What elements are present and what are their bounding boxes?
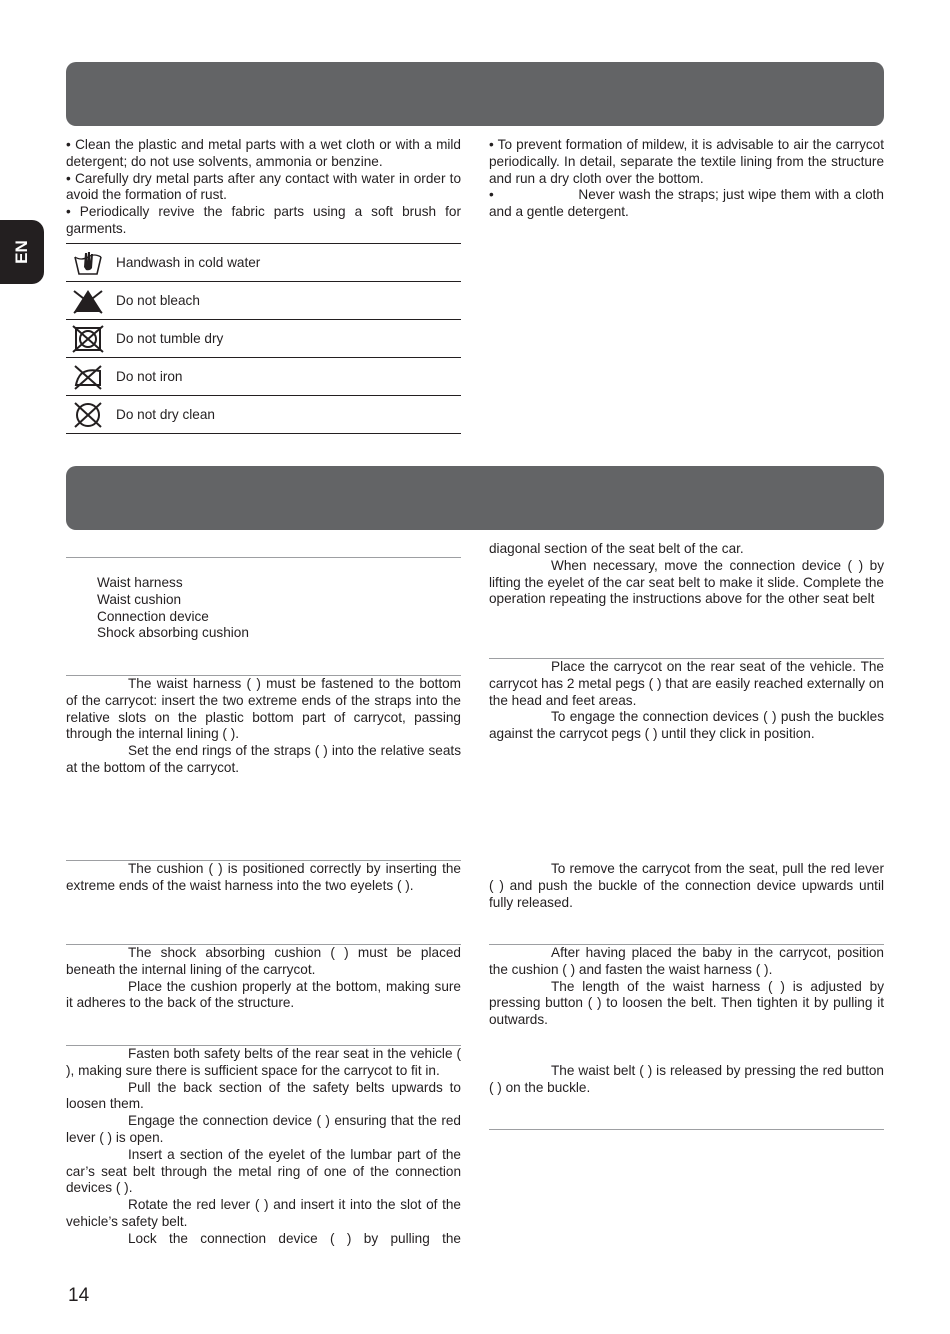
remove-carrycot-section xyxy=(489,861,884,911)
instruction-paragraph: Rotate the red lever ( ) and insert it into the slot of the vehicle’s safety belt. xyxy=(66,1197,461,1229)
care-label: Do not dry clean xyxy=(116,407,215,422)
care-label: Handwash in cold water xyxy=(116,255,261,270)
care-label: Do not iron xyxy=(116,369,183,384)
handwash-icon xyxy=(72,249,104,277)
instruction-paragraph: Insert a section of the eyelet of the lumbar part of the car’s seat belt through the metal ring of one of the connection devices ( ). xyxy=(66,1146,461,1196)
cleaning-paragraph: • To prevent formation of mildew, it is advisable to air the carrycot periodically. In detail, separate the textile lining from the structure and run a dry cloth over the bottom. xyxy=(489,137,884,186)
language-tab-label: EN xyxy=(11,240,31,264)
car-kit-section-banner xyxy=(66,466,884,530)
instruction-paragraph: Lock the connection device ( ) by pulling the xyxy=(128,1230,461,1246)
cleaning-paragraph: • Periodically revive the fabric parts using a soft brush for garments. xyxy=(66,204,461,236)
care-label: Do not tumble dry xyxy=(116,331,224,346)
care-row xyxy=(66,319,461,357)
divider xyxy=(66,557,461,558)
list-item: Waist harness xyxy=(97,575,183,590)
instruction-paragraph: The cushion ( ) is positioned correctly by inserting the extreme ends of the waist harness into the two eyelets ( ). xyxy=(66,861,461,893)
care-row xyxy=(66,243,461,281)
seat-belts-section xyxy=(66,1046,461,1248)
shock-cushion-section xyxy=(66,945,461,1012)
component-list xyxy=(66,575,461,642)
no-tumble-dry-icon xyxy=(72,325,104,353)
cleaning-left-column xyxy=(66,137,461,238)
release-belt-section xyxy=(489,1063,884,1097)
cleaning-right-column xyxy=(489,137,888,221)
instruction-paragraph: The waist harness ( ) must be fastened to the bottom of the carrycot: insert the two extreme ends of the straps into the relative slots on the plastic bottom part of carrycot, passing through the internal lining ( ). xyxy=(66,676,461,742)
instruction-paragraph: Fasten both safety belts of the rear seat in the vehicle ( ), making sure there is sufficient space for the carrycot to fit in. xyxy=(66,1046,461,1078)
instruction-paragraph: Place the cushion properly at the bottom, making sure it adheres to the back of the structure. xyxy=(66,978,461,1011)
instruction-paragraph: Set the end rings of the straps ( ) into the relative seats at the bottom of the carrycot. xyxy=(66,743,461,775)
no-iron-icon xyxy=(72,363,104,391)
care-row xyxy=(66,395,461,434)
care-row xyxy=(66,281,461,319)
list-item: Waist cushion xyxy=(97,591,182,607)
belt-continuation-section xyxy=(489,541,884,608)
instruction-paragraph: Place the carrycot on the rear seat of the vehicle. The carrycot has 2 metal pegs ( ) that are easily reached externally on the head and feet areas. xyxy=(489,659,884,708)
cleaning-section-banner xyxy=(66,62,884,126)
care-symbols-table xyxy=(66,243,461,434)
position-baby-section xyxy=(489,945,884,1029)
cleaning-paragraph: • Clean the plastic and metal parts with a wet cloth or with a mild detergent; do not use solvents, ammonia or benzine. xyxy=(66,137,461,169)
harness-fitting-section xyxy=(66,676,461,777)
no-dry-clean-icon xyxy=(72,401,104,429)
cleaning-paragraph: • Carefully dry metal parts after any contact with water in order to avoid the formation of rust. xyxy=(66,170,461,203)
instruction-paragraph: Pull the back section of the safety belts upwards to loosen them. xyxy=(66,1079,461,1112)
place-carrycot-section xyxy=(489,659,884,743)
care-label: Do not bleach xyxy=(116,293,200,308)
instruction-paragraph: Engage the connection device ( ) ensuring that the red lever ( ) is open. xyxy=(66,1113,461,1145)
cleaning-paragraph: • Never wash the straps; just wipe them with a cloth and a gentle detergent. xyxy=(489,187,888,220)
list-item: Connection device xyxy=(97,608,209,624)
instruction-paragraph: When necessary, move the connection device ( ) by lifting the eyelet of the car seat belt to make it slide. Complete the operation repeating the instructions above for the other seat belt xyxy=(489,557,884,607)
instruction-paragraph: To engage the connection devices ( ) push the buckles against the carrycot pegs ( ) until they click in position. xyxy=(489,709,884,742)
instruction-paragraph: The shock absorbing cushion ( ) must be placed beneath the internal lining of the carrycot. xyxy=(66,945,461,977)
instruction-paragraph: The waist belt ( ) is released by pressing the red button ( ) on the buckle. xyxy=(489,1063,884,1095)
care-row xyxy=(66,357,461,395)
language-tab xyxy=(0,220,44,284)
divider xyxy=(489,1129,884,1130)
instruction-paragraph: diagonal section of the seat belt of the car. xyxy=(489,541,744,556)
no-bleach-icon xyxy=(72,287,104,315)
page-number: 14 xyxy=(68,1285,90,1306)
instruction-paragraph: To remove the carrycot from the seat, pull the red lever ( ) and push the buckle of the connection device upwards until fully released. xyxy=(489,861,884,910)
instruction-paragraph: After having placed the baby in the carrycot, position the cushion ( ) and fasten the waist harness ( ). xyxy=(489,945,884,977)
instruction-paragraph: The length of the waist harness ( ) is adjusted by pressing button ( ) to loosen the belt. Then tighten it by pulling it outwards. xyxy=(489,978,884,1028)
cushion-position-section xyxy=(66,861,461,895)
list-item: Shock absorbing cushion xyxy=(97,625,249,641)
